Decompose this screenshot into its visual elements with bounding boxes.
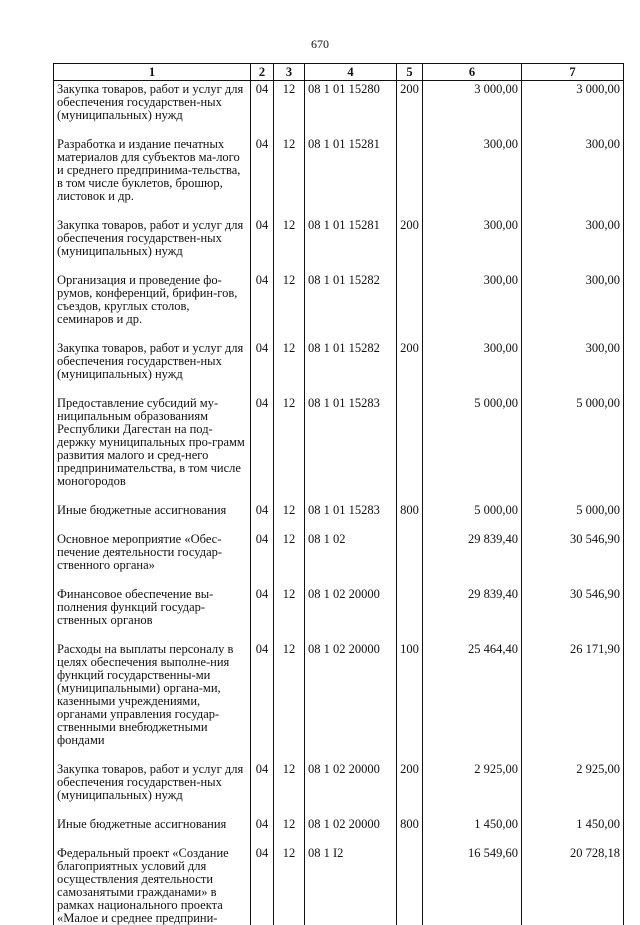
row-col-7: 300,00 [522,339,624,381]
row-spacer [54,488,624,501]
row-col-3: 12 [274,844,305,925]
row-col-7: 300,00 [522,135,624,203]
table-row [54,394,624,488]
spacer-cell [274,831,305,844]
row-col-7: 30 546,90 [522,585,624,627]
spacer-cell [305,747,397,760]
spacer-cell [274,326,305,339]
row-col-4: 08 1 I2 [305,844,397,925]
table-row [54,501,624,517]
row-col-7: 5 000,00 [522,394,624,488]
spacer-cell [522,747,624,760]
spacer-cell [251,517,274,530]
spacer-cell [274,517,305,530]
row-col-2: 04 [251,216,274,258]
spacer-cell [54,747,251,760]
spacer-cell [522,831,624,844]
header-col-2: 2 [251,64,274,81]
spacer-cell [423,258,522,271]
table-row [54,815,624,831]
row-col-4: 08 1 02 20000 [305,585,397,627]
row-name: Основное мероприятие «Обес-печение деятельности государ-ственного органа» [54,530,251,572]
row-col-2: 04 [251,530,274,572]
row-col-6: 29 839,40 [423,585,522,627]
row-col-3: 12 [274,760,305,802]
spacer-cell [305,802,397,815]
spacer-cell [54,572,251,585]
spacer-cell [423,326,522,339]
row-col-4: 08 1 02 20000 [305,815,397,831]
spacer-cell [522,258,624,271]
spacer-cell [423,381,522,394]
row-spacer [54,203,624,216]
row-col-6: 300,00 [423,216,522,258]
spacer-cell [274,122,305,135]
spacer-cell [251,122,274,135]
row-name: Организация и проведение фо-румов, конференций, брифин-гов, съездов, круглых столов, семинаров и др. [54,271,251,326]
page-number: 670 [311,37,329,51]
header-col-1: 1 [54,64,251,81]
spacer-cell [522,802,624,815]
spacer-cell [305,203,397,216]
spacer-cell [522,517,624,530]
spacer-cell [397,627,423,640]
row-col-4: 08 1 01 15281 [305,135,397,203]
spacer-cell [397,122,423,135]
spacer-cell [251,747,274,760]
spacer-cell [274,488,305,501]
spacer-cell [251,258,274,271]
spacer-cell [251,326,274,339]
spacer-cell [274,802,305,815]
spacer-cell [423,122,522,135]
row-col-7: 26 171,90 [522,640,624,747]
row-col-2: 04 [251,81,274,123]
table-row [54,530,624,572]
spacer-cell [305,488,397,501]
row-col-2: 04 [251,585,274,627]
spacer-cell [305,381,397,394]
row-spacer [54,381,624,394]
row-col-2: 04 [251,760,274,802]
table-row [54,844,624,925]
table-row [54,216,624,258]
row-col-4: 08 1 02 20000 [305,760,397,802]
row-col-6: 1 450,00 [423,815,522,831]
spacer-cell [423,747,522,760]
spacer-cell [423,802,522,815]
spacer-cell [397,488,423,501]
row-col-5 [397,271,423,326]
row-col-4: 08 1 01 15282 [305,271,397,326]
row-col-2: 04 [251,501,274,517]
row-name: Федеральный проект «Создание благоприятных условий для осуществления деятельности самозанятыми гражданами» в рамках национального проекта «Малое и среднее предприни- [54,844,251,925]
spacer-cell [305,831,397,844]
row-spacer [54,572,624,585]
spacer-cell [54,122,251,135]
row-col-5 [397,844,423,925]
row-col-5 [397,135,423,203]
spacer-cell [397,326,423,339]
row-col-3: 12 [274,135,305,203]
spacer-cell [274,572,305,585]
row-col-2: 04 [251,394,274,488]
spacer-cell [251,802,274,815]
row-col-7: 2 925,00 [522,760,624,802]
row-col-2: 04 [251,815,274,831]
row-col-4: 08 1 02 20000 [305,640,397,747]
row-col-5: 200 [397,760,423,802]
row-col-5 [397,394,423,488]
row-col-7: 20 728,18 [522,844,624,925]
row-col-7: 300,00 [522,216,624,258]
row-col-2: 04 [251,271,274,326]
row-spacer [54,802,624,815]
header-row [54,64,624,81]
spacer-cell [305,326,397,339]
spacer-cell [522,381,624,394]
row-name: Предоставление субсидий му-ниципальным образованиям Республики Дагестан на под-держку муниципальных про-грамм развития малого и сред-него предпринимательства, в том числе моногородов [54,394,251,488]
row-name: Закупка товаров, работ и услуг для обеспечения государствен-ных (муниципальных) нужд [54,81,251,123]
spacer-cell [305,258,397,271]
row-col-6: 3 000,00 [423,81,522,123]
spacer-cell [251,627,274,640]
row-col-3: 12 [274,530,305,572]
row-name: Финансовое обеспечение вы-полнения функций государ-ственных органов [54,585,251,627]
row-col-5 [397,585,423,627]
row-col-7: 30 546,90 [522,530,624,572]
spacer-cell [397,258,423,271]
spacer-cell [423,517,522,530]
row-col-6: 29 839,40 [423,530,522,572]
row-col-3: 12 [274,585,305,627]
spacer-cell [305,122,397,135]
spacer-cell [54,488,251,501]
row-name: Расходы на выплаты персоналу в целях обеспечения выполне-ния функций государственны-ми (муниципальными) органа-ми, казенными учреждениями, органами управления государ-ственными внебюджетными фондами [54,640,251,747]
header-col-5: 5 [397,64,423,81]
row-col-5: 200 [397,339,423,381]
row-spacer [54,517,624,530]
spacer-cell [397,203,423,216]
spacer-cell [423,627,522,640]
row-spacer [54,258,624,271]
spacer-cell [274,381,305,394]
spacer-cell [54,802,251,815]
row-col-6: 2 925,00 [423,760,522,802]
row-col-4: 08 1 01 15283 [305,394,397,488]
spacer-cell [251,831,274,844]
header-col-6: 6 [423,64,522,81]
spacer-cell [251,488,274,501]
spacer-cell [305,572,397,585]
row-col-4: 08 1 01 15280 [305,81,397,123]
row-spacer [54,326,624,339]
spacer-cell [54,831,251,844]
header-col-7: 7 [522,64,624,81]
spacer-cell [522,122,624,135]
row-col-5: 800 [397,501,423,517]
row-col-2: 04 [251,135,274,203]
row-name: Закупка товаров, работ и услуг для обеспечения государствен-ных (муниципальных) нужд [54,216,251,258]
row-name: Иные бюджетные ассигнования [54,815,251,831]
row-col-7: 5 000,00 [522,501,624,517]
spacer-cell [54,203,251,216]
table-row [54,585,624,627]
spacer-cell [274,258,305,271]
spacer-cell [522,326,624,339]
spacer-cell [397,517,423,530]
row-col-6: 25 464,40 [423,640,522,747]
row-col-3: 12 [274,271,305,326]
table-row [54,640,624,747]
spacer-cell [305,627,397,640]
spacer-cell [522,572,624,585]
row-spacer [54,122,624,135]
spacer-cell [54,381,251,394]
spacer-cell [397,802,423,815]
spacer-cell [423,203,522,216]
header-col-3: 3 [274,64,305,81]
table-row [54,81,624,123]
spacer-cell [54,627,251,640]
spacer-cell [274,203,305,216]
row-col-3: 12 [274,81,305,123]
table-row [54,271,624,326]
row-name: Разработка и издание печатных материалов для субъектов ма-лого и среднего предпринима-тельства, в том числе буклетов, брошюр, листовок и др. [54,135,251,203]
spacer-cell [522,488,624,501]
spacer-cell [397,831,423,844]
row-col-5: 100 [397,640,423,747]
row-col-5 [397,530,423,572]
spacer-cell [423,831,522,844]
spacer-cell [522,203,624,216]
row-name: Закупка товаров, работ и услуг для обеспечения государствен-ных (муниципальных) нужд [54,760,251,802]
row-spacer [54,627,624,640]
row-col-7: 3 000,00 [522,81,624,123]
row-spacer [54,831,624,844]
spacer-cell [251,381,274,394]
row-col-6: 5 000,00 [423,394,522,488]
spacer-cell [423,572,522,585]
row-name: Иные бюджетные ассигнования [54,501,251,517]
table-row [54,339,624,381]
row-col-6: 300,00 [423,271,522,326]
row-col-5: 800 [397,815,423,831]
row-col-3: 12 [274,216,305,258]
row-col-7: 300,00 [522,271,624,326]
row-col-2: 04 [251,844,274,925]
row-col-2: 04 [251,339,274,381]
row-col-6: 300,00 [423,339,522,381]
row-col-6: 300,00 [423,135,522,203]
row-col-3: 12 [274,339,305,381]
spacer-cell [274,627,305,640]
row-col-4: 08 1 01 15282 [305,339,397,381]
spacer-cell [397,572,423,585]
spacer-cell [251,572,274,585]
row-col-3: 12 [274,640,305,747]
spacer-cell [54,258,251,271]
row-col-4: 08 1 01 15283 [305,501,397,517]
spacer-cell [274,747,305,760]
row-col-5: 200 [397,216,423,258]
row-col-6: 16 549,60 [423,844,522,925]
spacer-cell [423,488,522,501]
spacer-cell [522,627,624,640]
row-spacer [54,747,624,760]
table-row [54,760,624,802]
row-col-7: 1 450,00 [522,815,624,831]
spacer-cell [54,326,251,339]
row-col-3: 12 [274,815,305,831]
budget-table [53,63,624,925]
row-col-3: 12 [274,394,305,488]
spacer-cell [305,517,397,530]
row-name: Закупка товаров, работ и услуг для обеспечения государствен-ных (муниципальных) нужд [54,339,251,381]
spacer-cell [397,747,423,760]
row-col-4: 08 1 01 15281 [305,216,397,258]
row-col-5: 200 [397,81,423,123]
row-col-2: 04 [251,640,274,747]
row-col-3: 12 [274,501,305,517]
spacer-cell [251,203,274,216]
row-col-6: 5 000,00 [423,501,522,517]
table-row [54,135,624,203]
header-col-4: 4 [305,64,397,81]
row-col-4: 08 1 02 [305,530,397,572]
spacer-cell [397,381,423,394]
spacer-cell [54,517,251,530]
